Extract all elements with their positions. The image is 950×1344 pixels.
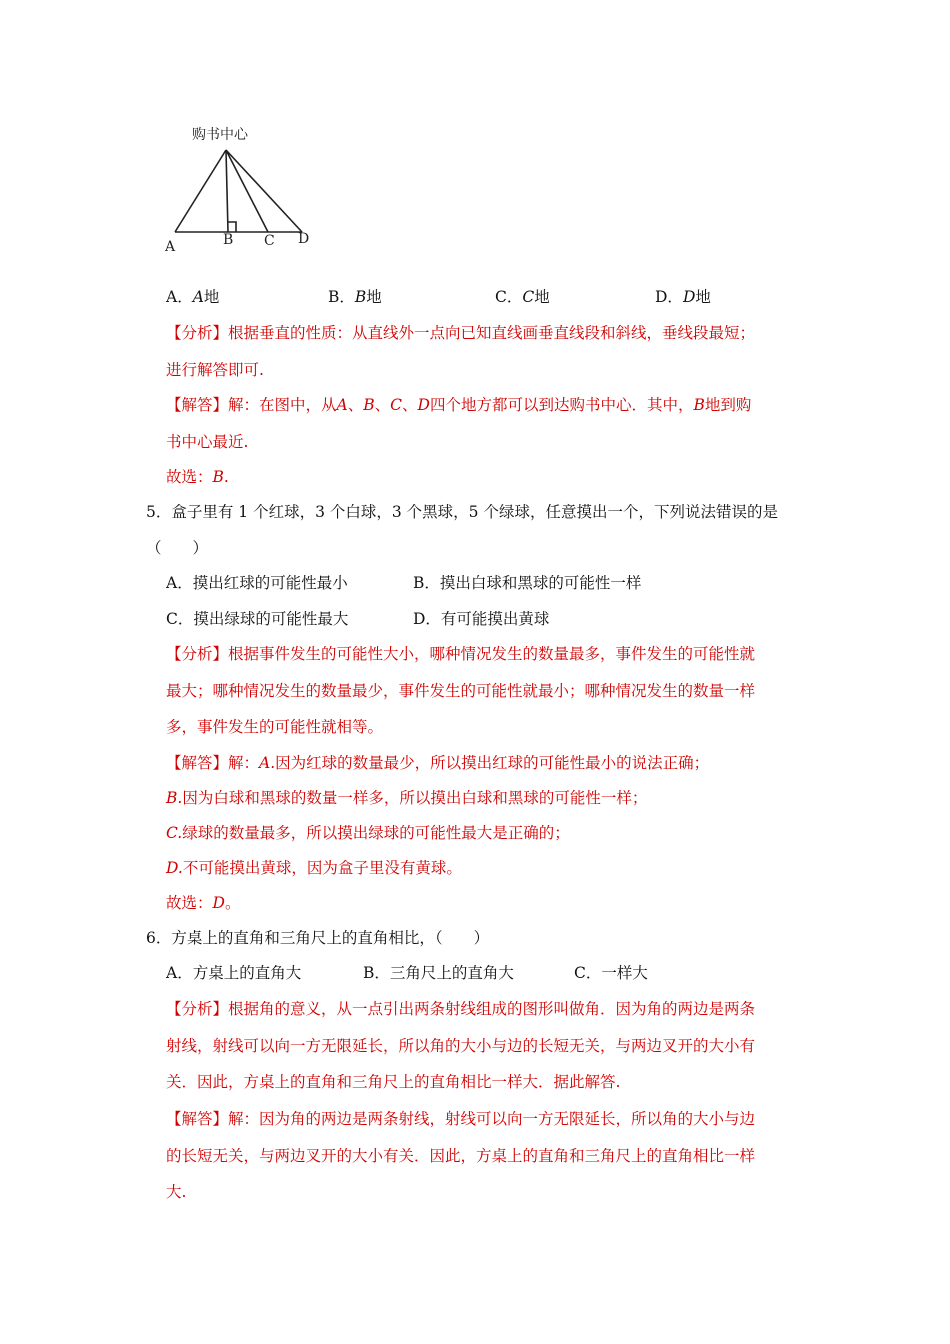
q4-option-a: A．A地: [166, 288, 220, 306]
q5-analysis-line-3: 多，事件发生的可能性就相等。: [166, 718, 384, 736]
q5-answer-choice: 故选：D。: [166, 894, 241, 912]
q6-option-a: A．方桌上的直角大: [166, 964, 302, 982]
segment-to-d: [226, 150, 302, 232]
point-label-d: D: [298, 231, 310, 247]
segment-to-b: [226, 150, 228, 232]
q4-option-b: B．B地: [328, 288, 382, 306]
q4-option-c: C．C地: [495, 288, 550, 306]
q4-analysis-line-1: 【分析】根据垂直的性质：从直线外一点向已知直线画垂直线段和斜线，垂线段最短；: [166, 324, 756, 342]
q6-answer-line-3: 大.: [166, 1183, 187, 1201]
q6-answer-line-2: 的长短无关，与两边叉开的大小有关．因此，方桌上的直角和三角尺上的直角相比一样: [166, 1147, 756, 1165]
q5-option-b: B．摸出白球和黑球的可能性一样: [413, 574, 642, 592]
q4-answer-line-2: 书中心最近.: [166, 433, 249, 451]
q6-analysis-line-2: 射线，射线可以向一方无限延长，所以角的大小与边的长短无关，与两边叉开的大小有: [166, 1037, 756, 1055]
q6-option-b: B．三角尺上的直角大: [363, 964, 514, 982]
right-angle-mark: [228, 222, 236, 232]
q5-answer-line-b: B.因为白球和黑球的数量一样多，所以摸出白球和黑球的可能性一样；: [166, 789, 648, 807]
q4-option-d: D．D地: [655, 288, 711, 306]
q4-answer-choice: 故选：B.: [166, 468, 229, 486]
q5-analysis-line-1: 【分析】根据事件发生的可能性大小，哪种情况发生的数量最多，事件发生的可能性就: [166, 645, 756, 663]
figure-top-label: 购书中心: [192, 127, 248, 143]
segment-to-c: [226, 150, 268, 232]
segment-to-a: [175, 150, 226, 232]
q5-stem: 5．盒子里有 1 个红球，3 个白球，3 个黑球，5 个绿球，任意摸出一个，下列说法错误的是: [146, 503, 778, 521]
q4-answer-line-1: 【解答】解：在图中，从A、B、C、D四个地方都可以到达购书中心．其中，B地到购: [166, 396, 752, 414]
q6-analysis-line-3: 关．因此，方桌上的直角和三角尺上的直角相比一样大．据此解答.: [166, 1073, 621, 1091]
q5-analysis-line-2: 最大；哪种情况发生的数量最少，事件发生的可能性就最小；哪种情况发生的数量一样: [166, 682, 756, 700]
q6-option-c: C．一样大: [574, 964, 648, 982]
point-label-c: C: [264, 233, 275, 249]
q5-answer-line-d: D.不可能摸出黄球，因为盒子里没有黄球。: [166, 859, 462, 877]
point-label-b: B: [223, 232, 234, 248]
q5-option-a: A．摸出红球的可能性最小: [166, 574, 348, 592]
geometry-figure: [160, 120, 330, 255]
q6-answer-line-1: 【解答】解：因为角的两边是两条射线，射线可以向一方无限延长，所以角的大小与边: [166, 1110, 756, 1128]
q4-analysis-line-2: 进行解答即可.: [166, 361, 264, 379]
q5-option-c: C．摸出绿球的可能性最大: [166, 610, 349, 628]
q5-paren: （ ）: [146, 539, 209, 557]
q6-analysis-line-1: 【分析】根据角的意义，从一点引出两条射线组成的图形叫做角．因为角的两边是两条: [166, 1000, 756, 1018]
q5-answer-line-a: 【解答】解：A.因为红球的数量最少，所以摸出红球的可能性最小的说法正确；: [166, 754, 710, 772]
q5-option-d: D．有可能摸出黄球: [413, 610, 550, 628]
q6-stem: 6．方桌上的直角和三角尺上的直角相比，（ ）: [146, 929, 490, 947]
point-label-a: A: [165, 239, 176, 255]
q5-answer-line-c: C.绿球的数量最多，所以摸出绿球的可能性最大是正确的；: [166, 824, 570, 842]
